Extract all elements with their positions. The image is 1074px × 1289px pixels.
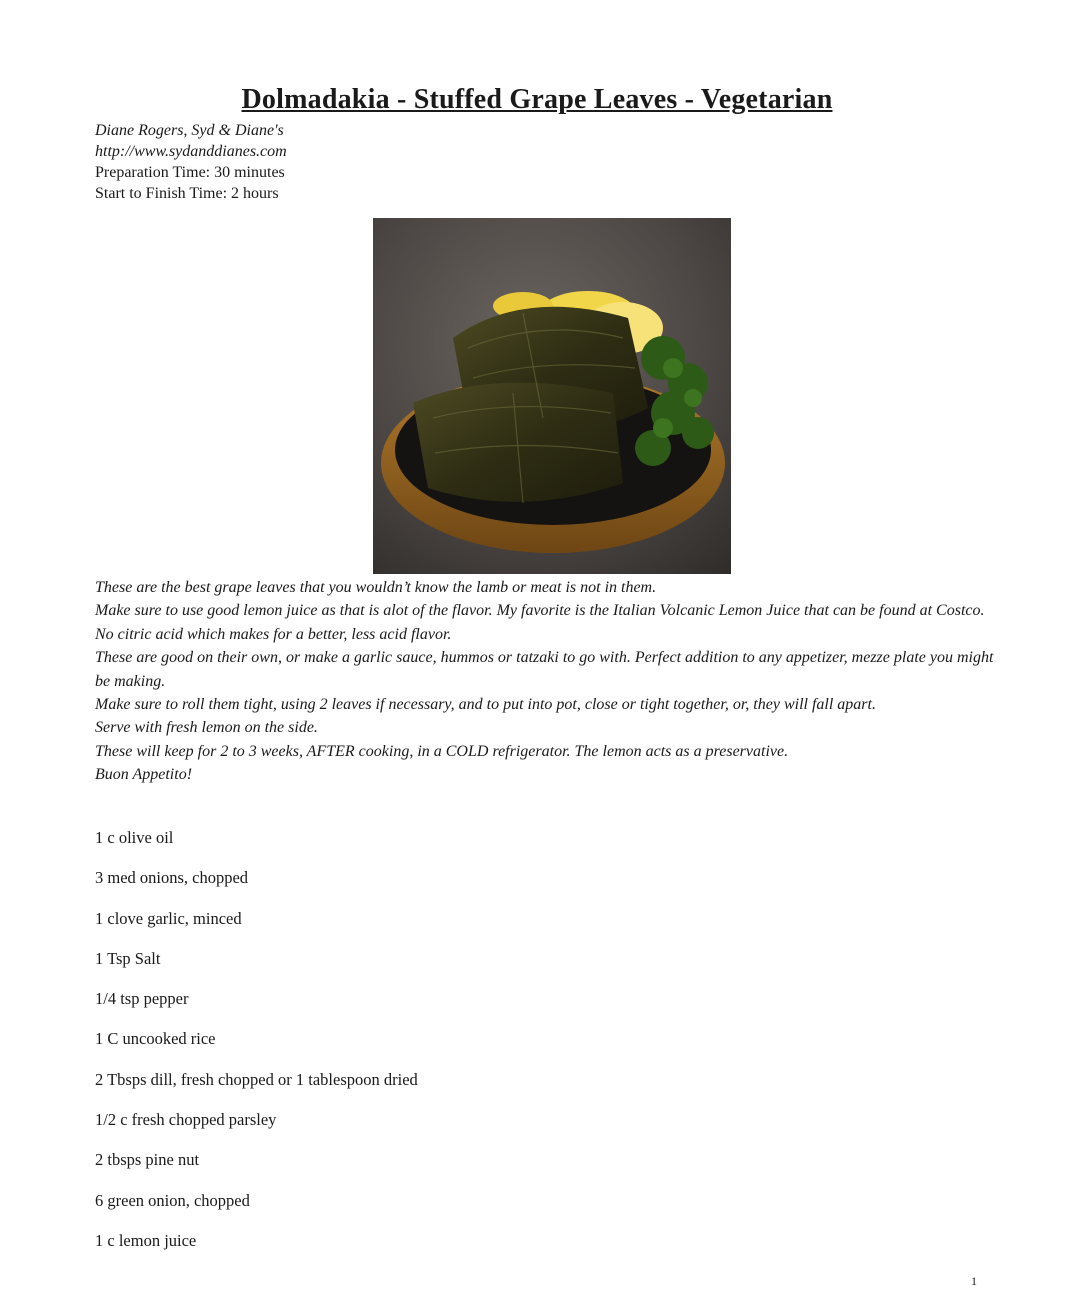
recipe-meta: [95, 120, 287, 204]
description-line: Make sure to roll them tight, using 2 leaves if necessary, and to put into pot, close or tight together, or, they will fall apart.: [95, 696, 876, 714]
description-line: Buon Appetito!: [95, 766, 193, 784]
ingredient-item: 2 tbsps pine nut: [95, 1150, 200, 1170]
recipe-description: [95, 576, 995, 787]
source-url: http://www.sydanddianes.com: [95, 143, 287, 160]
prep-time: Preparation Time: 30 minutes: [95, 164, 285, 181]
ingredient-item: 6 green onion, chopped: [95, 1190, 250, 1210]
ingredient-item: 1 clove garlic, minced: [95, 908, 242, 928]
ingredient-item: 1 C uncooked rice: [95, 1029, 216, 1049]
ingredient-list: [95, 827, 418, 1270]
ingredient-item: 1/2 c fresh chopped parsley: [95, 1110, 277, 1130]
description-line: These are good on their own, or make a garlic sauce, hummos or tatzaki to go with. Perfect addition to any appetizer, mezze plate you might be making.: [95, 649, 994, 690]
description-line: These are the best grape leaves that you wouldn’t know the lamb or meat is not in them.: [95, 579, 657, 596]
recipe-photo: [373, 218, 731, 574]
ingredient-item: 1/4 tsp pepper: [95, 989, 189, 1009]
ingredient-item: 1 Tsp Salt: [95, 948, 161, 968]
ingredient-item: 1 c olive oil: [95, 828, 174, 847]
description-line: These will keep for 2 to 3 weeks, AFTER cooking, in a COLD refrigerator. The lemon acts as a preservative.: [95, 742, 789, 760]
ingredient-item: 3 med onions, chopped: [95, 868, 249, 888]
description-line: Make sure to use good lemon juice as that is alot of the flavor. My favorite is the Italian Volcanic Lemon Juice that can be found at Costco. No citric acid which makes for a better, less acid flavor.: [95, 602, 985, 643]
page-number: 1: [971, 1274, 977, 1288]
description-line: Serve with fresh lemon on the side.: [95, 719, 318, 737]
ingredient-item: 1 c lemon juice: [95, 1230, 197, 1250]
author-line: Diane Rogers, Syd & Diane's: [95, 122, 284, 139]
total-time: Start to Finish Time: 2 hours: [95, 185, 279, 202]
ingredient-item: 2 Tbsps dill, fresh chopped or 1 tablespoon dried: [95, 1069, 418, 1089]
recipe-title: Dolmadakia - Stuffed Grape Leaves - Vegetarian: [241, 84, 833, 115]
